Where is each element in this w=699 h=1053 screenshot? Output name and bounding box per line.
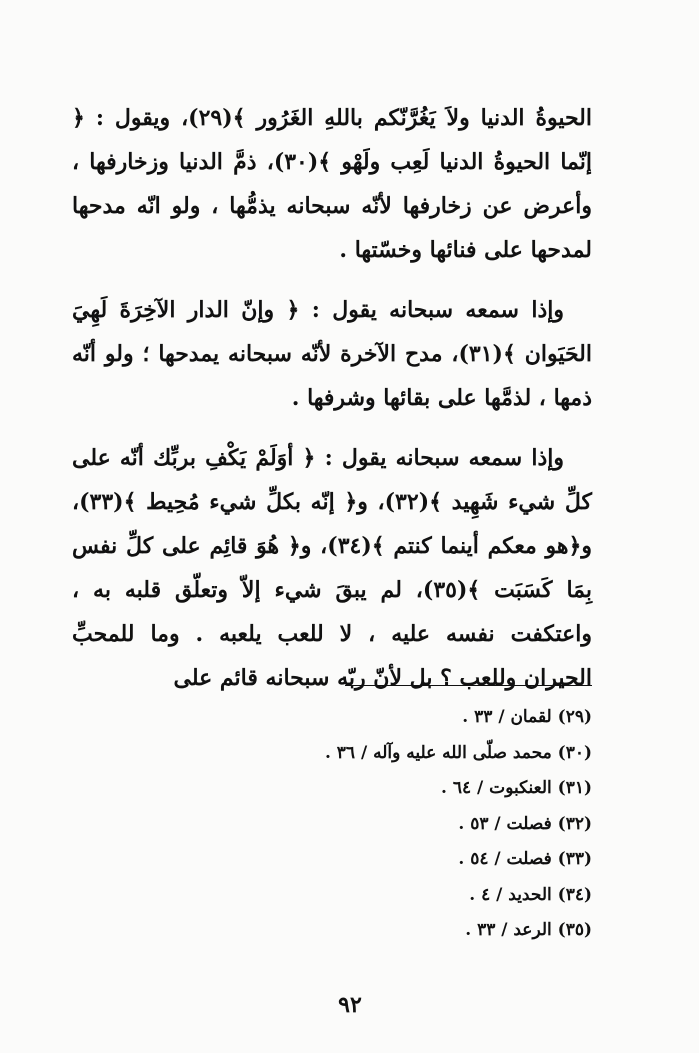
paragraph-2: وإذا سمعه سبحانه يقول : ﴿ وإنّ الدار الآخِرَةَ لَهِيَ الحَيَوان ﴾(٣١)، مدح الآخرة لأنّه سبحانه يمدحها ؛ ولو أنّه ذمها ، لذمَّها على بقائها وشرفها .: [72, 297, 592, 411]
footnote-separator: [345, 685, 592, 686]
paragraph-3: وإذا سمعه سبحانه يقول : ﴿ أوَلَمْ يَكْفِ بربِّك أنّه على كلِّ شيء شَهِيد ﴾(٣٢)، و﴿ إنّه بكلِّ شيء مُحِيط ﴾(٣٣)، و﴿هو معكم أينما كنتم ﴾(٣٤)، و﴿ هُوَ قائِم على كلِّ نفس بِمَا كَسَبَت ﴾(٣٥)، لم يبقَ شيء إلاّ وتعلّق قلبه به ، واعتكفت نفسه عليه ، لا للعب يلعبه . وما للمحبِّ الحيران وللعب ؟ بل لأنّ ربّه سبحانه قائم على: [72, 445, 592, 691]
footnote-33: (٣٣) فصلت / ٥٤ .: [458, 849, 592, 869]
footnote-30: (٣٠) محمد صلّى الله عليه وآله / ٣٦ .: [324, 742, 592, 763]
footnote-32: (٣٢) فصلت / ٥٣ .: [458, 813, 592, 834]
footnotes-list: [260, 700, 592, 949]
footnote-34: (٣٤) الحديد / ٤ .: [469, 884, 592, 905]
page-number: ٩٢: [338, 992, 362, 1018]
footnote-35: (٣٥) الرعد / ٣٣ .: [465, 920, 592, 940]
footnote-29: (٢٩) لقمان / ٣٣ .: [462, 707, 592, 727]
main-text: [72, 96, 592, 716]
footnote-31: (٣١) العنكبوت / ٦٤ .: [441, 778, 592, 798]
paragraph-1: الحيوةُ الدنيا ولاَ يَغُرَّنّكم باللهِ الغَرُور ﴾(٢٩)، ويقول : ﴿ إنّما الحيوةُ الدنيا لَعِب ولَهْو ﴾(٣٠)، ذمَّ الدنيا وزخارفها ، وأعرض عن زخارفها لأنّه سبحانه يذمُّها ، ولو انّه مدحها لمدحها على فنائها وخسّتها .: [72, 105, 593, 263]
